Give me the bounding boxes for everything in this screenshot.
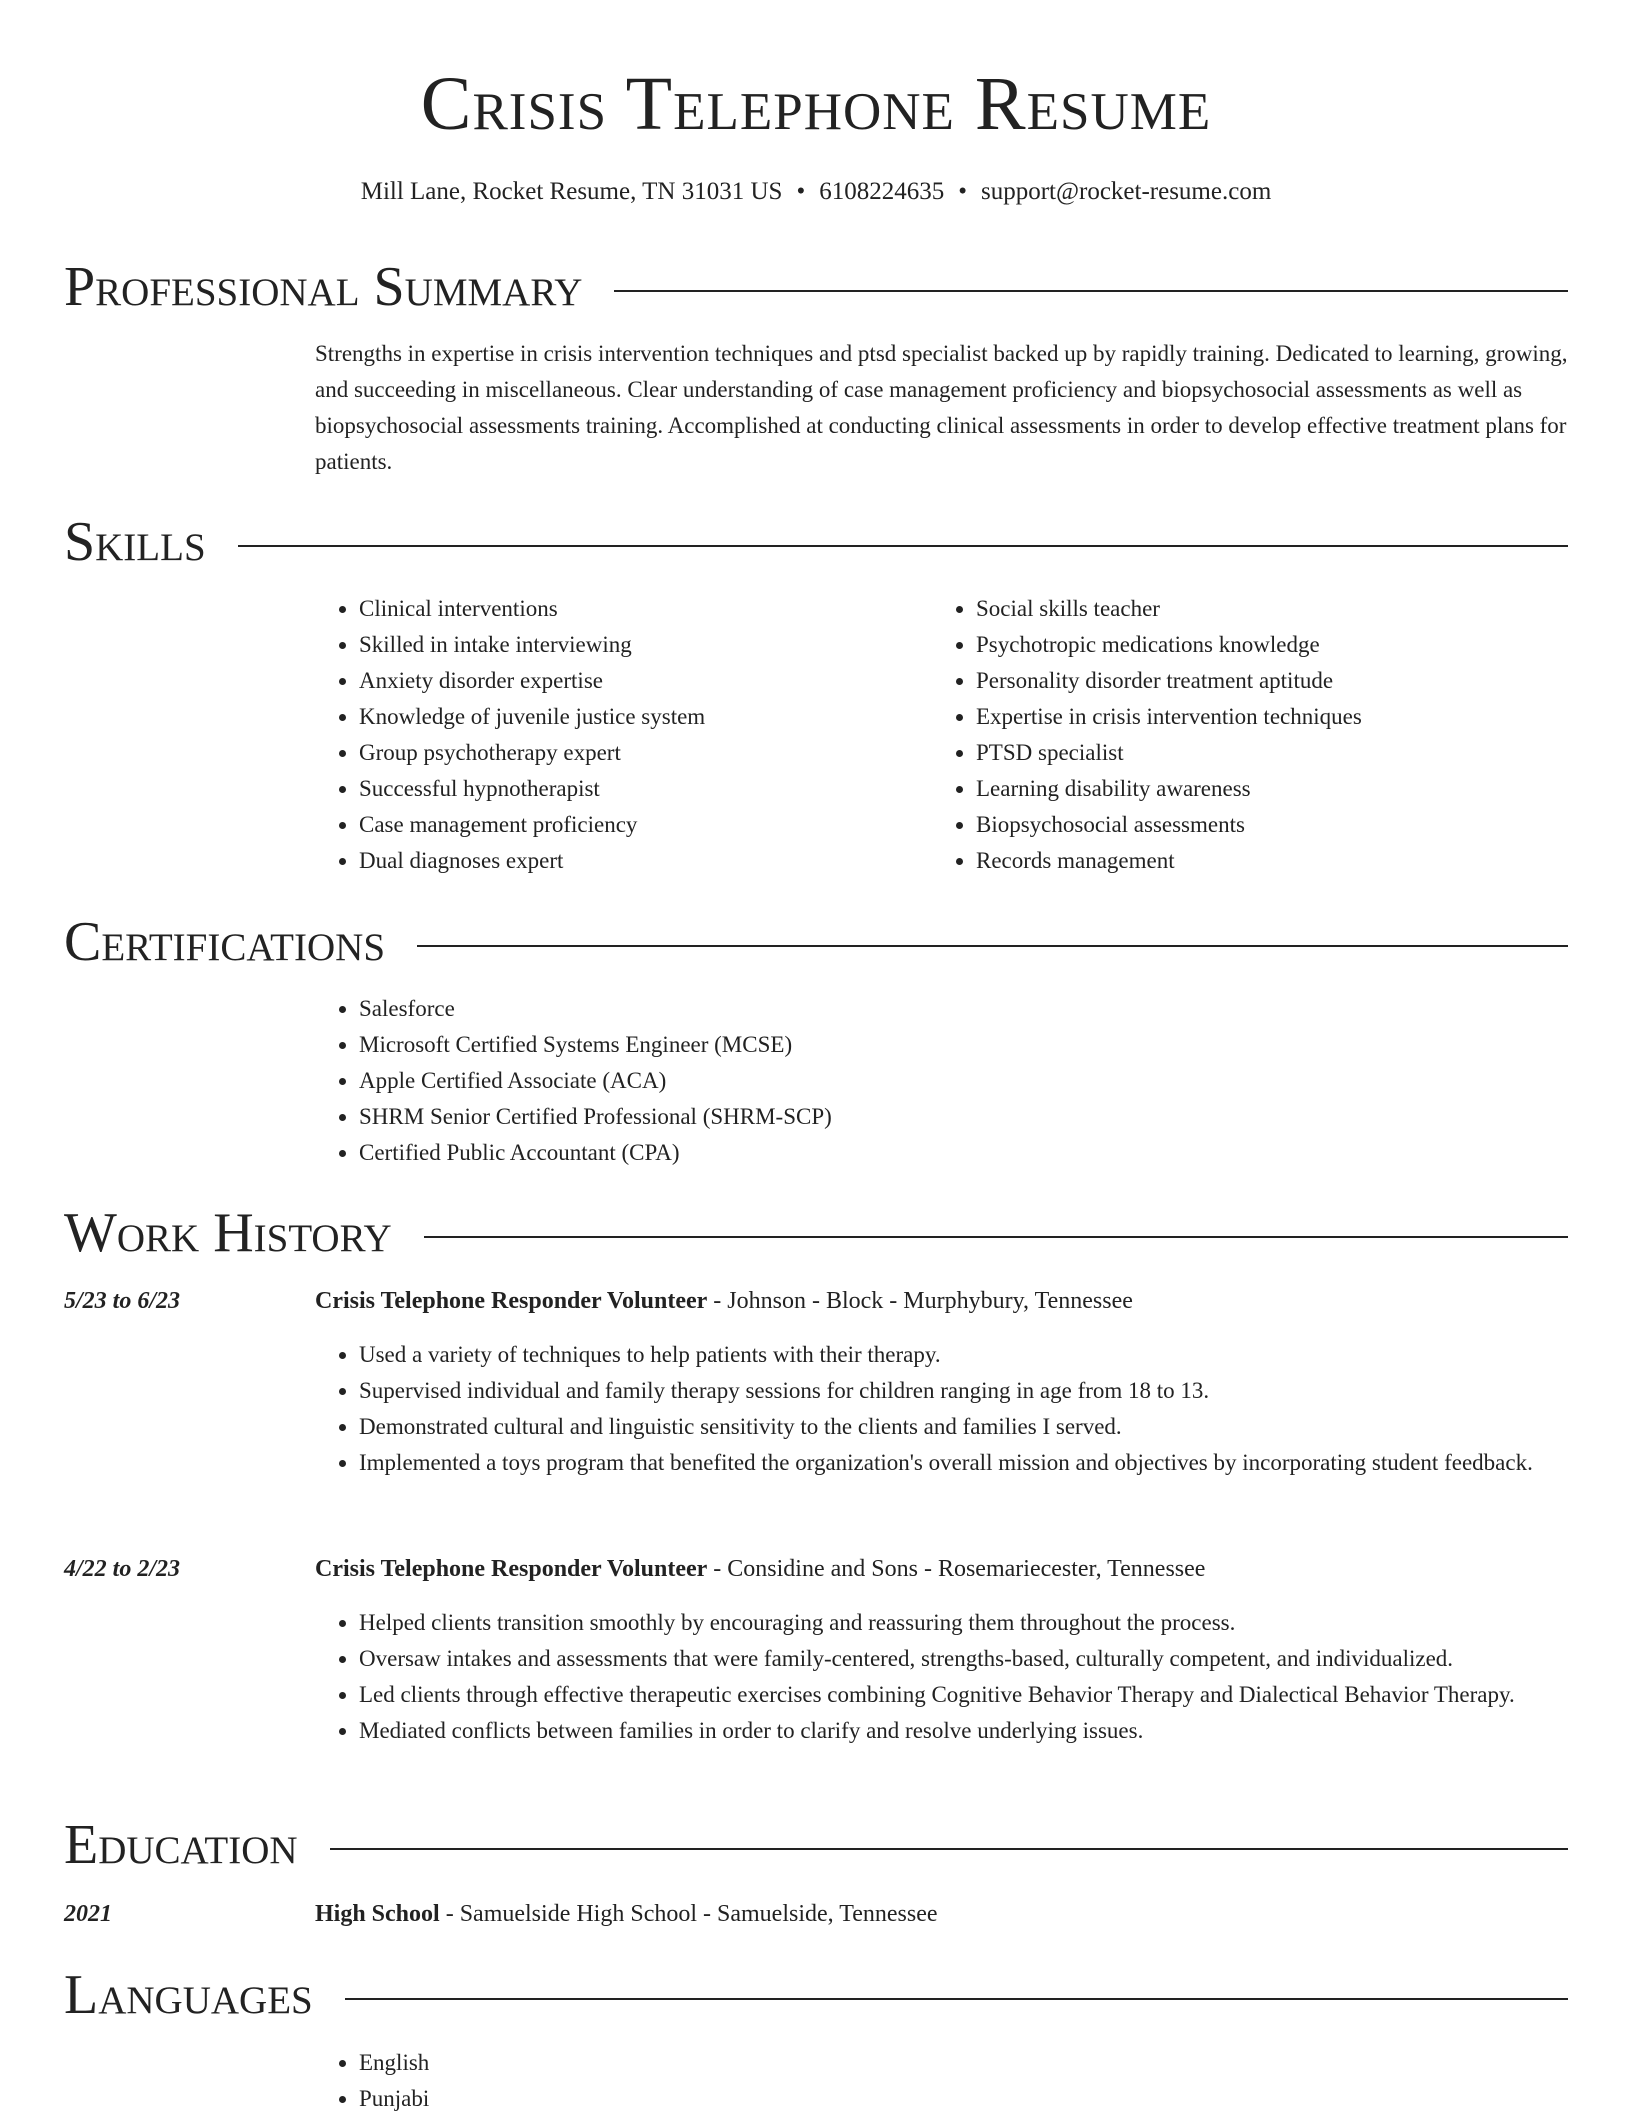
skill-item: • Social skills teacher (976, 591, 1532, 627)
skill-item: • Personality disorder treatment aptitude (976, 663, 1532, 699)
education-degree: High School (315, 1901, 440, 1927)
work-section-heading (64, 1198, 1568, 1268)
certification-item: • Microsoft Certified Systems Engineer (MCSE) (359, 1027, 1568, 1063)
section-divider (238, 545, 1568, 547)
summary-text: Strengths in expertise in crisis intervention techniques and ptsd specialist backed up by rapidly training. Dedicated to learning, growing, and succeeding in miscellaneous. Clear understanding of case management proficiency and biopsychosocial assessments as well as biopsychosocial assessments training. Accomplished at conducting clinical assessments in order to develop effective treatment plans for patients. (315, 341, 1568, 474)
languages-list (315, 2045, 915, 2117)
education-year: 2021 (64, 1901, 112, 1927)
job-bullets (315, 1337, 1568, 1481)
certification-item: • Salesforce (359, 991, 1568, 1027)
job-bullet: • Led clients through effective therapeutic exercises combining Cognitive Behavior Therapy and Dialectical Behavior Therapy. (359, 1677, 1568, 1713)
skills-heading: Skills (64, 511, 206, 573)
skill-item: • Successful hypnotherapist (359, 771, 915, 807)
contact-separator: • (796, 178, 806, 205)
certification-item: • Certified Public Accountant (CPA) (359, 1135, 1568, 1171)
section-divider (417, 945, 1568, 947)
languages-section-heading (64, 1960, 1568, 2030)
job-bullet: • Oversaw intakes and assessments that were family-centered, strengths-based, culturally competent, and individualized. (359, 1641, 1568, 1677)
section-divider (345, 1998, 1568, 2000)
job-info (315, 1551, 1205, 1587)
education-details: - Samuelside High School - Samuelside, Tennessee (439, 1901, 938, 1927)
skill-item: • PTSD specialist (976, 735, 1532, 771)
education-heading: Education (64, 1814, 298, 1876)
skill-item: • Learning disability awareness (976, 771, 1532, 807)
work-heading: Work History (64, 1202, 392, 1264)
education-section-heading (64, 1810, 1568, 1880)
skill-item: • Anxiety disorder expertise (359, 663, 915, 699)
skill-item: • Biopsychosocial assessments (976, 807, 1532, 843)
job-details: - Johnson - Block - Murphybury, Tennessee (707, 1288, 1133, 1314)
education-info (315, 1896, 938, 1932)
skill-item: • Dual diagnoses expert (359, 843, 915, 879)
certifications-list (315, 991, 1568, 1171)
skills-section-heading (64, 507, 1568, 577)
job-title: Crisis Telephone Responder Volunteer (315, 1288, 708, 1314)
skill-item: • Clinical interventions (359, 591, 915, 627)
contact-separator: • (958, 178, 967, 205)
skill-item: • Expertise in crisis intervention techniques (976, 699, 1532, 735)
job-dates: 4/22 to 2/23 (64, 1556, 181, 1582)
skills-list-left (315, 591, 915, 879)
skills-list-right (932, 591, 1532, 879)
contact-address: Mill Lane, Rocket Resume, TN 31031 US (360, 178, 783, 205)
contact-line (0, 172, 1632, 212)
summary-section-heading (64, 252, 1568, 322)
job-title: Crisis Telephone Responder Volunteer (315, 1556, 708, 1582)
job-dates: 5/23 to 6/23 (64, 1288, 181, 1314)
job-bullet: • Helped clients transition smoothly by encouraging and reassuring them throughout the process. (359, 1605, 1568, 1641)
job-bullet: • Implemented a toys program that benefited the organization's overall mission and objectives by incorporating student feedback. (359, 1445, 1568, 1481)
resume-title: Crisis Telephone Resume (420, 62, 1212, 146)
job-info (315, 1283, 1133, 1319)
job-bullet: • Used a variety of techniques to help patients with their therapy. (359, 1337, 1568, 1373)
certification-item: • SHRM Senior Certified Professional (SHRM-SCP) (359, 1099, 1568, 1135)
certification-item: • Apple Certified Associate (ACA) (359, 1063, 1568, 1099)
job-bullets (315, 1605, 1568, 1749)
contact-phone: 6108224635 (819, 178, 945, 205)
section-divider (330, 1848, 1568, 1850)
language-item: • Punjabi (359, 2081, 915, 2117)
contact-email[interactable]: support@rocket-resume.com (980, 178, 1272, 205)
section-divider (424, 1236, 1568, 1238)
certifications-section-heading (64, 907, 1568, 977)
skill-item: • Psychotropic medications knowledge (976, 627, 1532, 663)
job-bullet: • Mediated conflicts between families in order to clarify and resolve underlying issues. (359, 1713, 1568, 1749)
skill-item: • Records management (976, 843, 1532, 879)
skill-item: • Knowledge of juvenile justice system (359, 699, 915, 735)
skill-item: • Case management proficiency (359, 807, 915, 843)
section-divider (614, 290, 1568, 292)
skill-item: • Skilled in intake interviewing (359, 627, 915, 663)
certifications-heading: Certifications (64, 911, 386, 973)
job-details: - Considine and Sons - Rosemariecester, Tennessee (707, 1556, 1206, 1582)
language-item: • English (359, 2045, 915, 2081)
skill-item: • Group psychotherapy expert (359, 735, 915, 771)
summary-heading: Professional Summary (64, 256, 583, 318)
job-bullet: • Supervised individual and family therapy sessions for children ranging in age from 18 to 13. (359, 1373, 1568, 1409)
languages-heading: Languages (64, 1964, 313, 2026)
job-bullet: • Demonstrated cultural and linguistic sensitivity to the clients and families I served. (359, 1409, 1568, 1445)
